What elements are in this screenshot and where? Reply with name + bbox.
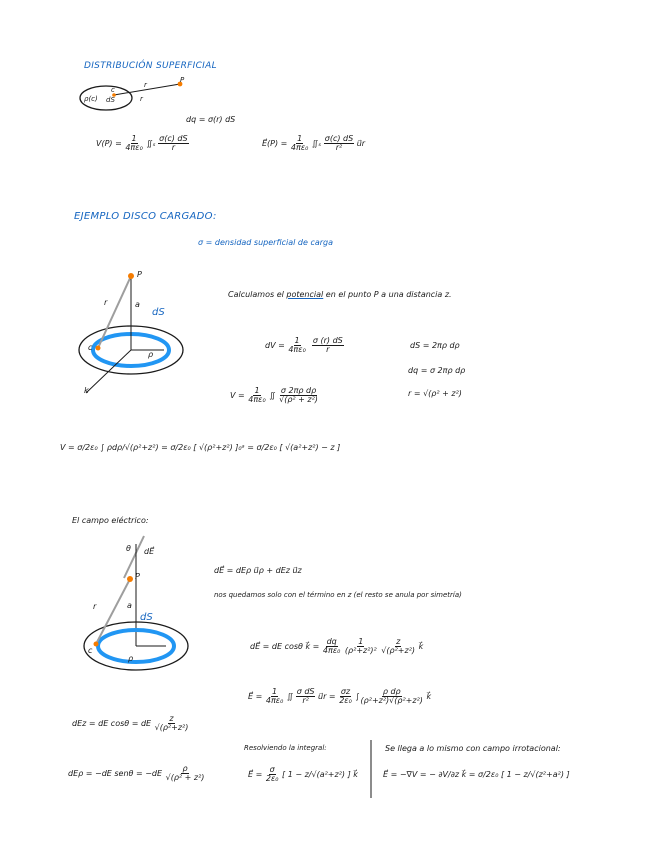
dq-definition: dq = σ 2πρ dρ <box>408 366 466 375</box>
disk-figure <box>76 268 186 398</box>
e-int: ∬ₛ <box>311 139 322 148</box>
fig2-label-c: c <box>88 343 93 352</box>
de-arrow-line <box>124 536 144 578</box>
dep-lhs: dEρ = −dE senθ = −dE <box>68 769 163 778</box>
fig2-label-p: P <box>137 270 142 279</box>
field-formula <box>262 135 365 152</box>
dv-den: 4πε₀ <box>288 345 306 354</box>
symmetry-note: nos quedamos solo con el término en z (el resto se anula por simetría) <box>214 591 462 599</box>
v2-iden: √(ρ² + z²) <box>279 395 318 404</box>
e3-num: 1 <box>272 687 278 696</box>
fig2-label-rho: ρ <box>148 350 154 359</box>
alt-result: E⃗ = −∇V = − ∂V/∂z k⃗ = σ/2ε₀ [ 1 − z/√(z²+a²) ] <box>383 770 570 779</box>
sigma-definition: σ = densidad superficial de carga <box>198 238 334 247</box>
label-vec-r: r <box>140 95 143 103</box>
fig2-label-k: k <box>84 386 89 395</box>
dv-num: 1 <box>294 336 300 345</box>
dv-lhs: dV = <box>265 341 285 350</box>
field-figure <box>66 536 176 682</box>
e3-lhs: E⃗ = <box>248 692 263 701</box>
e3-inner-den: (ρ²+z²)√(ρ²+z²) <box>360 696 423 705</box>
calc-a: Calculamos el <box>228 290 287 299</box>
de-components: dE⃗ = dEρ u⃗ρ + dEz u⃗z <box>214 566 302 575</box>
calc-sentence <box>228 290 452 299</box>
resolve-result <box>248 766 358 783</box>
point-c <box>96 346 101 351</box>
alt-title: Se llega a lo mismo con campo irrotacional: <box>385 744 561 753</box>
res-num: σ <box>269 765 275 774</box>
fig2-label-a: a <box>135 300 140 309</box>
de-full-formula <box>250 638 423 655</box>
res-lhs: E⃗ = <box>248 770 263 779</box>
dez-den: √(ρ²+z²) <box>154 723 189 732</box>
e-tail: u⃗r <box>356 139 366 148</box>
label-r: r <box>144 81 147 89</box>
v-int-den: r <box>171 143 176 152</box>
calc-potential: potencial <box>286 290 324 299</box>
e3-fnum: σ dS <box>296 687 315 696</box>
fig3-label-theta: θ <box>126 544 131 553</box>
section-title-disk: EJEMPLO DISCO CARGADO: <box>74 211 217 222</box>
point-p <box>128 273 134 279</box>
e3-int: ∬ <box>286 692 294 701</box>
fig3-label-c: c <box>88 646 93 655</box>
fig3-label-de: dE⃗ <box>144 547 155 556</box>
e-den: 4πε₀ <box>290 143 309 152</box>
potential-result: V = σ/2ε₀ ∫ ρdρ/√(ρ²+z²) = σ/2ε₀ [ √(ρ²+z²) ]₀ᵃ = σ/2ε₀ [ √(a²+z²) − z ] <box>60 443 341 452</box>
e3-den: 4πε₀ <box>265 696 284 705</box>
potential-formula <box>96 135 189 152</box>
de-f2-den: (ρ²+z²)² <box>344 646 377 655</box>
de-tail: k⃗ <box>418 642 424 651</box>
e3-inner-num: ρ dρ <box>382 687 401 696</box>
dez-lhs: dEz = dE cosθ = dE <box>72 719 152 728</box>
dv-formula <box>265 337 344 354</box>
res-den: 2ε₀ <box>265 774 279 783</box>
dez-num: z <box>169 714 174 723</box>
dep-num: ρ <box>182 764 188 773</box>
e-int-den: r² <box>335 143 343 152</box>
res-bracket: [ 1 − z/√(a²+z²) ] k⃗ <box>282 770 358 779</box>
fig2-label-ds: dS <box>152 307 165 318</box>
v-den: 4πε₀ <box>125 143 143 152</box>
e3-tail: k⃗ <box>426 692 432 701</box>
resolve-title: Resolviendo la integral: <box>244 744 327 752</box>
e3-mid: u⃗r = <box>318 692 336 701</box>
e3-fden: r² <box>302 696 309 705</box>
dv-fnum: σ (r) dS <box>312 336 343 345</box>
dq-equation: dq = σ(r) dS <box>186 115 236 124</box>
dv-fden: r <box>326 345 330 354</box>
fig3-label-p: P <box>135 572 140 581</box>
dep-den: √(ρ² + z²) <box>165 773 205 782</box>
v-int: ∬ₛ <box>146 139 156 148</box>
v2-inum: σ 2πρ dρ <box>280 386 317 395</box>
fig3-label-r: r <box>93 602 97 611</box>
divider-line <box>370 740 374 798</box>
de-f2-num: 1 <box>358 637 364 646</box>
label-p: P <box>180 76 185 84</box>
calc-c: en el punto P a una distancia z. <box>323 290 452 299</box>
e3-c-den: 2ε₀ <box>339 696 352 705</box>
dep-formula <box>68 765 205 782</box>
ds-definition: dS = 2πρ dρ <box>410 341 460 350</box>
point-c <box>94 642 99 647</box>
section-title-field: El campo eléctrico: <box>72 516 149 525</box>
v2-int: ∬ <box>269 391 276 400</box>
v-int-num: σ(c) dS <box>159 134 188 143</box>
label-c: c <box>111 86 115 94</box>
e-lhs: E⃗(P) = <box>262 139 288 148</box>
v2-num: 1 <box>254 386 260 395</box>
label-rho: ρ(c) <box>84 95 98 103</box>
de-f1-num: dq <box>326 637 337 646</box>
v-integral-formula <box>230 387 319 404</box>
section-title-surface: DISTRIBUCIÓN SUPERFICIAL <box>84 61 217 71</box>
v-num: 1 <box>131 134 137 143</box>
e-integral-formula: E⃗ = $\frac{1}{\text{4πε₀}}$ ∬ $\frac{\text{σ dS}}{\text{r²}}$ u⃗r = $\frac{\sigma z}{\text{2ε₀}}$ ∫ $\frac{\text{ρ dρ}}{\text{(ρ²+z²)√(ρ²+z²)}}$ k⃗ <box>248 687 432 705</box>
label-ds: dS <box>106 96 115 104</box>
dez-formula <box>72 715 189 732</box>
point-p <box>127 576 133 582</box>
v2-den: 4πε₀ <box>248 395 266 404</box>
e-num: 1 <box>297 134 303 143</box>
fig3-label-rho: ρ <box>128 654 134 663</box>
de-full-lhs: dE⃗ = dE cosθ k⃗ = <box>250 642 320 651</box>
e3-c-num: σz <box>340 687 351 696</box>
e-int-num: σ(c) dS <box>324 134 354 143</box>
fig3-label-a: a <box>127 601 132 610</box>
fig3-label-ds: dS <box>140 612 153 623</box>
de-f3-num: z <box>396 637 401 646</box>
axis-x <box>86 350 131 393</box>
v-lhs: V(P) = <box>96 139 122 148</box>
de-f3-den: √(ρ²+z²) <box>381 646 416 655</box>
r-definition: r = √(ρ² + z²) <box>408 389 462 398</box>
fig2-label-r: r <box>104 298 108 307</box>
de-f1-den: 4πε₀ <box>322 646 341 655</box>
v2-lhs: V = <box>230 391 245 400</box>
